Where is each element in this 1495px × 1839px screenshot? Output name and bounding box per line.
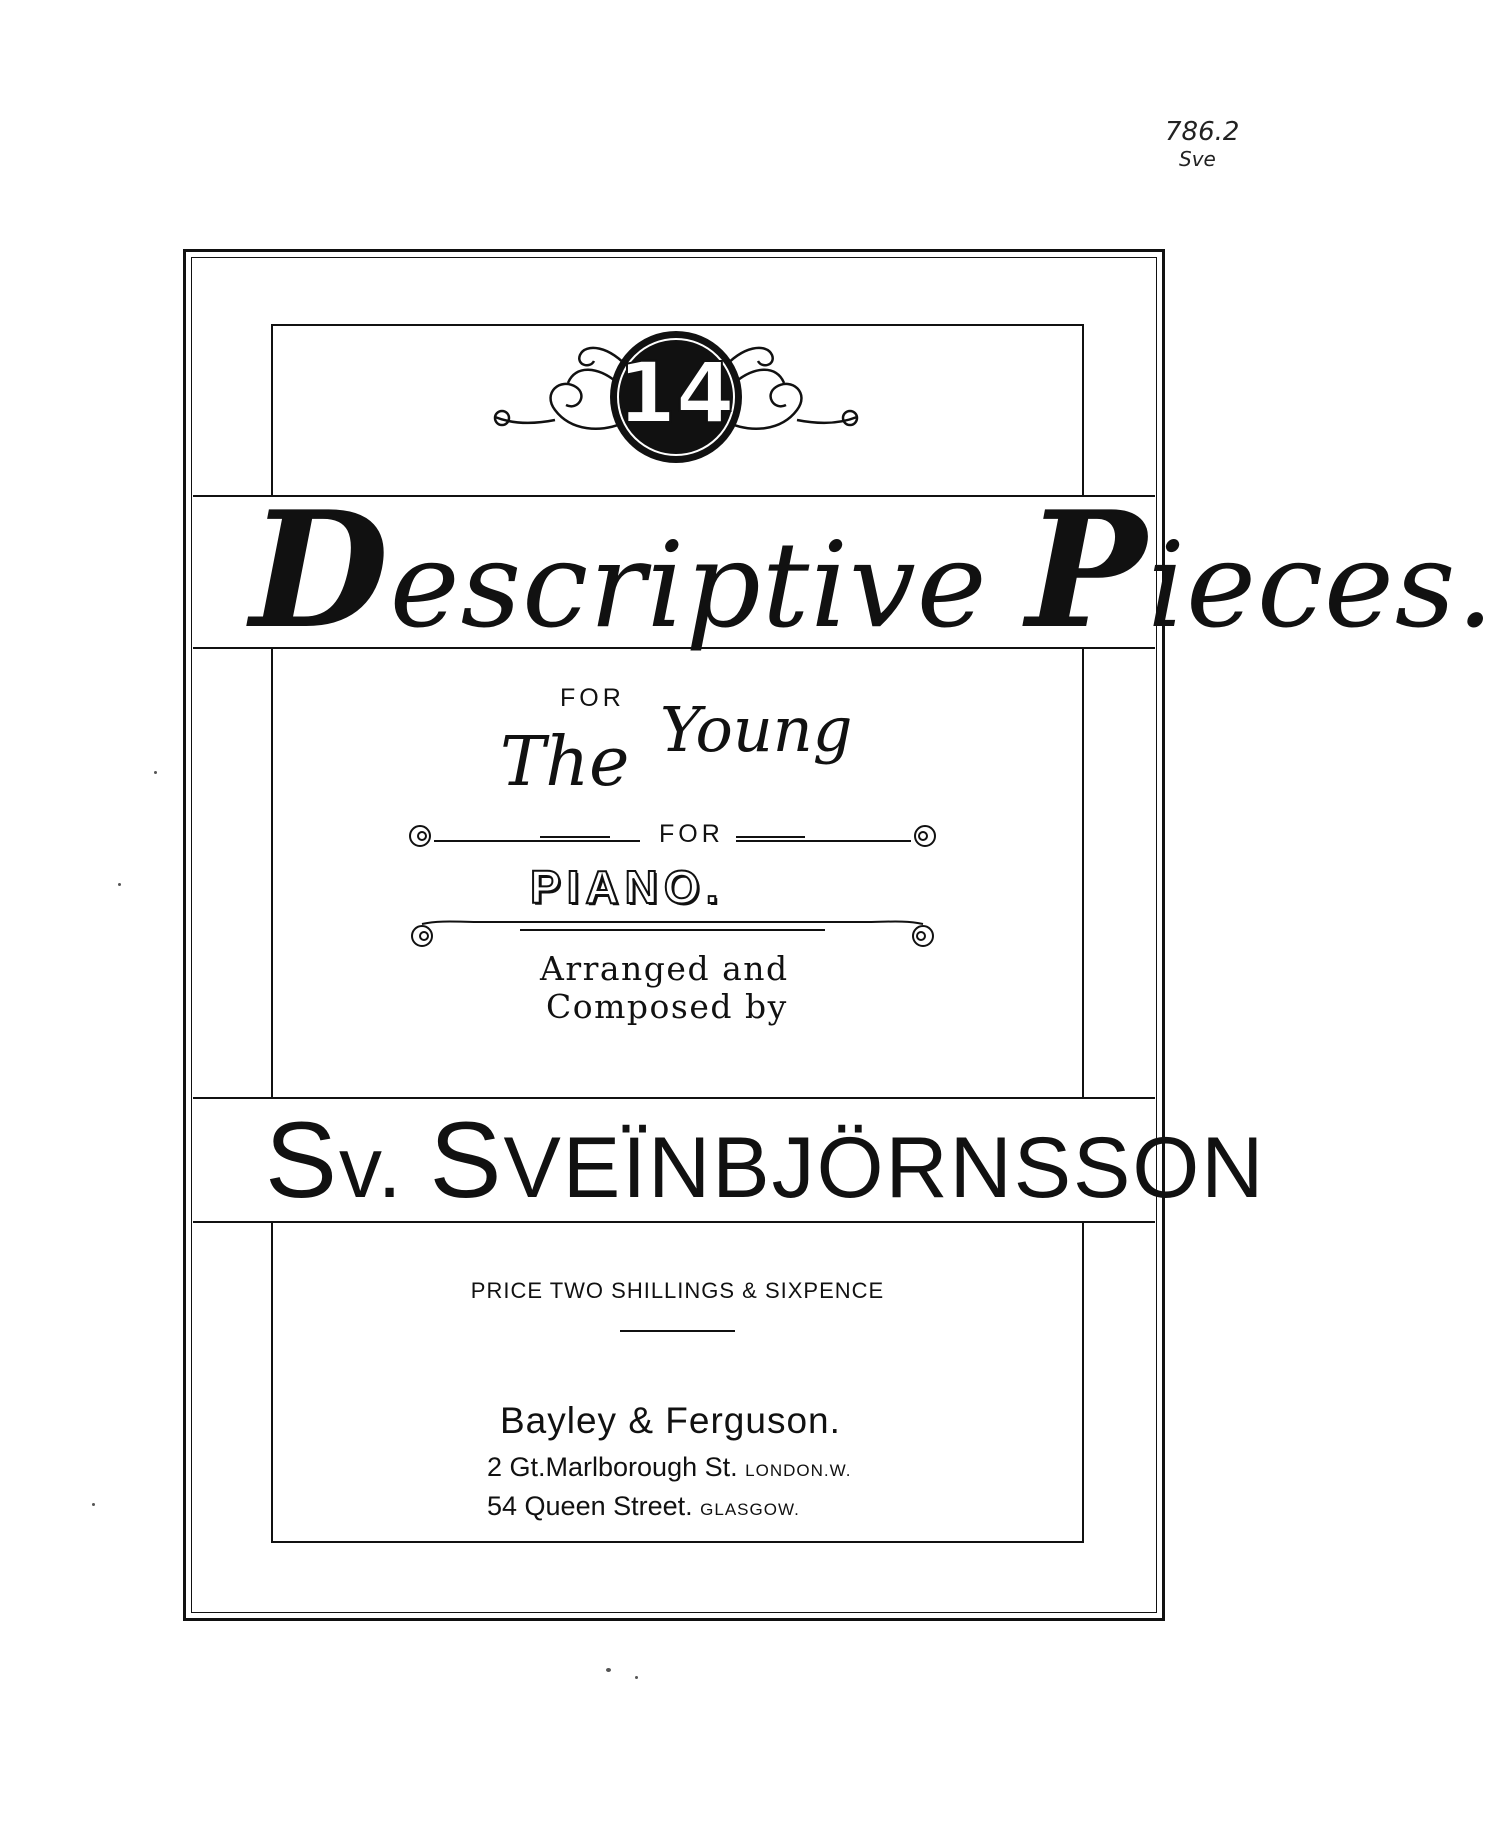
- badge-number: 14: [617, 344, 735, 442]
- composer-name: [255, 1099, 1266, 1220]
- divider-rule: [620, 1330, 735, 1332]
- flourish-divider-bottom: [400, 916, 945, 952]
- composer-name-part-1: v.: [339, 1120, 430, 1216]
- catalog-number: 786.2: [1165, 117, 1240, 147]
- credit: [520, 950, 850, 1026]
- young-word: Young: [660, 693, 853, 766]
- number-badge: [480, 325, 872, 470]
- composer-initial-2: S: [429, 1099, 504, 1220]
- title-initial-p: P: [1026, 476, 1148, 664]
- scan-speck: [92, 1503, 95, 1506]
- for-label-top: FOR: [560, 684, 625, 712]
- flourish-icon: [400, 916, 945, 952]
- composer-name-part-2: VEÏNBJÖRNSSON: [503, 1120, 1266, 1216]
- scan-speck: [118, 883, 121, 886]
- london-street: 2 Gt.Marlborough St.: [487, 1452, 738, 1482]
- the-word: The: [500, 723, 630, 802]
- glasgow-street: 54 Queen Street.: [487, 1491, 693, 1521]
- for-label-middle: FOR: [647, 820, 736, 849]
- credit-line-2: Composed by: [546, 987, 788, 1026]
- publisher-address-glasgow: [487, 1491, 800, 1522]
- credit-line-1: Arranged and: [540, 949, 789, 988]
- title-word-2: ieces.: [1147, 516, 1495, 654]
- publisher-address-london: [487, 1452, 851, 1483]
- instrument-label: PIANO.: [530, 861, 725, 913]
- publisher-name: Bayley & Ferguson.: [500, 1400, 841, 1441]
- title: [250, 460, 1495, 680]
- title-initial-d: D: [250, 476, 390, 664]
- composer-initial-1: S: [265, 1099, 340, 1220]
- scan-speck: [635, 1676, 638, 1679]
- scan-speck: [606, 1668, 611, 1672]
- london-city: LONDON.W.: [745, 1461, 852, 1480]
- scan-speck: [154, 771, 157, 774]
- catalog-mark: [1165, 118, 1275, 171]
- title-word-1: escriptive: [389, 516, 1027, 654]
- price-line: PRICE TWO SHILLINGS & SIXPENCE: [470, 1278, 885, 1303]
- glasgow-city: GLASGOW.: [700, 1500, 800, 1519]
- catalog-author-code: Sve: [1179, 146, 1216, 171]
